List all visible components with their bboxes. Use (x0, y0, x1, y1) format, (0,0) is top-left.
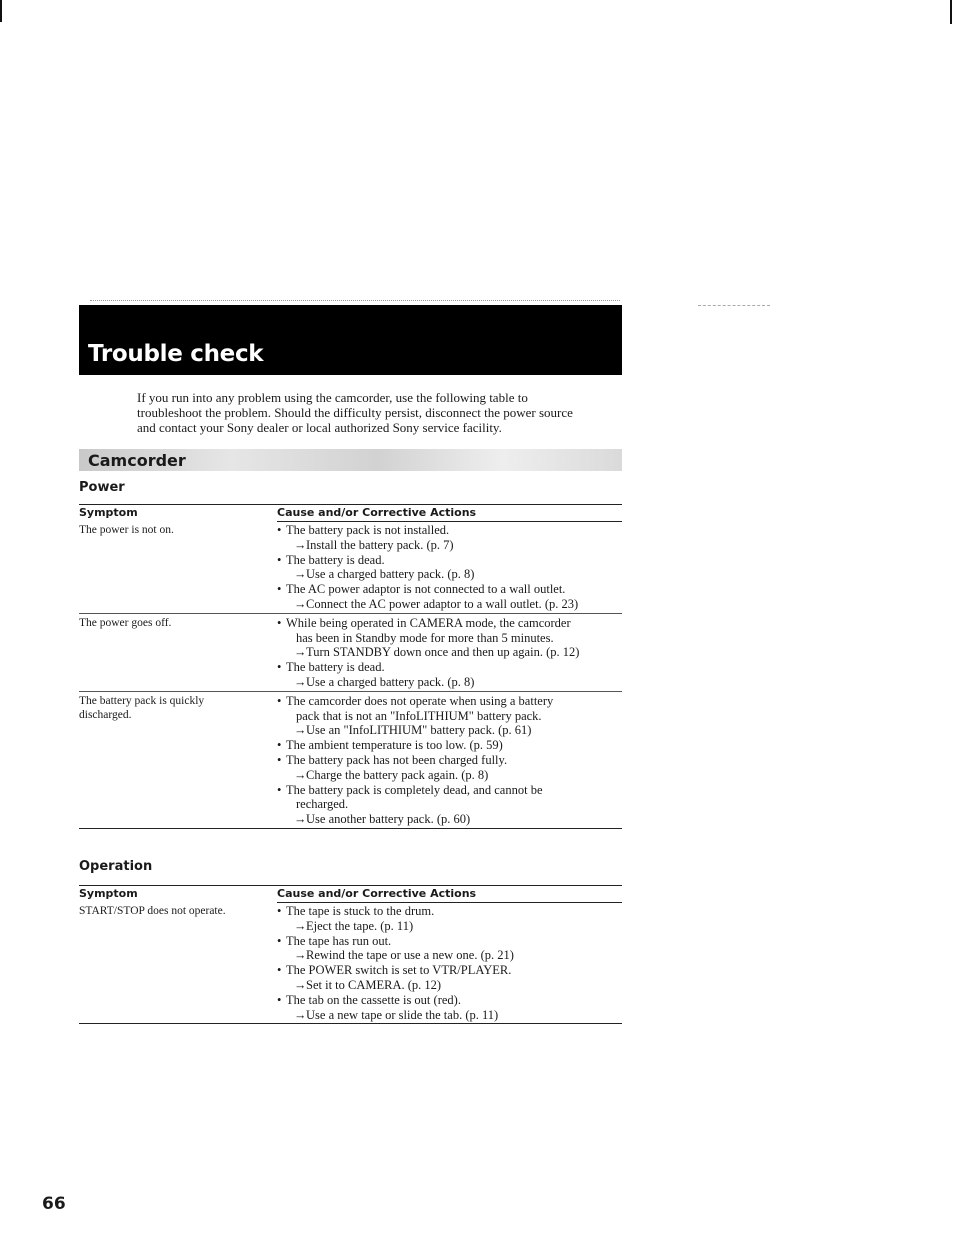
corrective-action-text: Charge the battery pack again. (p. 8) (306, 767, 489, 782)
operation-heading: Operation (79, 859, 153, 874)
corrective-action-text: Rewind the tape or use a new one. (p. 21) (306, 948, 514, 963)
cause-item: • The ambient temperature is too low. (p. 59) (277, 738, 622, 753)
column-header-symptom: Symptom (79, 506, 138, 519)
corrective-action-text: Use a charged battery pack. (p. 8) (306, 567, 475, 582)
scan-side-rule (698, 305, 770, 306)
cause-cell (277, 904, 622, 1022)
symptom-cell (79, 523, 277, 612)
cause-item: • The battery pack is completely dead, and cannot be (277, 783, 622, 798)
corrective-action (277, 645, 622, 660)
corrective-action (277, 597, 622, 612)
cause-item: • The battery pack has not been charged fully. (277, 753, 622, 768)
symptom-cell (79, 616, 277, 690)
cause-item: • The battery pack is not installed. (277, 523, 622, 538)
symptom-text: The power goes off. (79, 616, 172, 629)
cause-item: • The tape is stuck to the drum. (277, 904, 622, 919)
cause-item: • The tab on the cassette is out (red). (277, 993, 622, 1008)
corrective-action (277, 948, 622, 963)
column-header-cause: Cause and/or Corrective Actions (277, 506, 477, 519)
cause-item: • The AC power adaptor is not connected to a wall outlet. (277, 582, 622, 597)
corrective-action-text: Eject the tape. (p. 11) (306, 918, 414, 933)
table-row (79, 692, 622, 829)
power-heading: Power (79, 480, 125, 495)
intro-paragraph (137, 390, 617, 435)
corrective-action (277, 675, 622, 690)
corrective-action (277, 812, 622, 827)
corrective-action-text: Connect the AC power adaptor to a wall outlet. (p. 23) (306, 596, 579, 611)
table-header (79, 504, 622, 521)
cause-item: • The tape has run out. (277, 934, 622, 949)
header-rule (277, 902, 622, 903)
symptom-cell (79, 694, 277, 827)
corrective-action-text: Use an "InfoLITHIUM" battery pack. (p. 61) (306, 723, 532, 738)
symptom-text: START/STOP does not operate. (79, 905, 226, 917)
cause-item: • The battery is dead. (277, 660, 622, 675)
table-row (79, 521, 622, 614)
page-title: Trouble check (88, 341, 264, 367)
cause-item-continued: recharged. (296, 797, 349, 812)
symptom-text: The power is not on. (79, 524, 174, 536)
scan-edge-mark (950, 0, 952, 24)
cause-cell (277, 523, 622, 612)
column-header-symptom: Symptom (79, 887, 138, 900)
power-table (79, 504, 622, 829)
cause-item-continued: has been in Standby mode for more than 5 minutes. (296, 630, 554, 645)
corrective-action (277, 1008, 622, 1023)
symptom-cell (79, 904, 277, 1022)
scan-edge-mark (0, 0, 2, 22)
cause-item: • The battery is dead. (277, 553, 622, 568)
cause-item: • While being operated in CAMERA mode, the camcorder (277, 616, 622, 631)
corrective-action (277, 723, 622, 738)
table-body (79, 521, 622, 829)
intro-line: If you run into any problem using the camcorder, use the following table to (137, 390, 528, 405)
corrective-action (277, 919, 622, 934)
column-header-cause: Cause and/or Corrective Actions (277, 887, 477, 900)
table-row (79, 614, 622, 692)
table-body (79, 902, 622, 1024)
header-rule (277, 521, 622, 522)
corrective-action (277, 538, 622, 553)
table-header (79, 885, 622, 902)
intro-line: and contact your Sony dealer or local authorized Sony service facility. (137, 420, 502, 435)
corrective-action-text: Use a new tape or slide the tab. (p. 11) (306, 1007, 499, 1022)
intro-line: troubleshoot the problem. Should the difficulty persist, disconnect the power source (137, 405, 573, 420)
cause-item-continued: pack that is not an "InfoLITHIUM" battery pack. (296, 708, 542, 723)
corrective-action-text: Install the battery pack. (p. 7) (306, 537, 454, 552)
corrective-action (277, 567, 622, 582)
scan-dotted-rule (90, 300, 620, 301)
symptom-text: The battery pack is quickly (79, 694, 205, 707)
corrective-action (277, 768, 622, 783)
section-band (79, 449, 622, 471)
corrective-action (277, 978, 622, 993)
symptom-text: discharged. (79, 709, 132, 722)
page-number: 66 (42, 1194, 66, 1214)
cause-cell (277, 616, 622, 690)
operation-table (79, 885, 622, 1024)
corrective-action-text: Use a charged battery pack. (p. 8) (306, 674, 475, 689)
cause-cell (277, 694, 622, 827)
corrective-action-text: Set it to CAMERA. (p. 12) (306, 977, 442, 992)
section-title: Camcorder (88, 451, 186, 470)
title-bar (79, 305, 622, 375)
cause-item: • The POWER switch is set to VTR/PLAYER. (277, 963, 622, 978)
cause-item: • The camcorder does not operate when using a battery (277, 694, 622, 709)
table-row (79, 902, 622, 1024)
corrective-action-text: Turn STANDBY down once and then up again. (p. 12) (306, 645, 580, 660)
corrective-action-text: Use another battery pack. (p. 60) (306, 812, 471, 827)
